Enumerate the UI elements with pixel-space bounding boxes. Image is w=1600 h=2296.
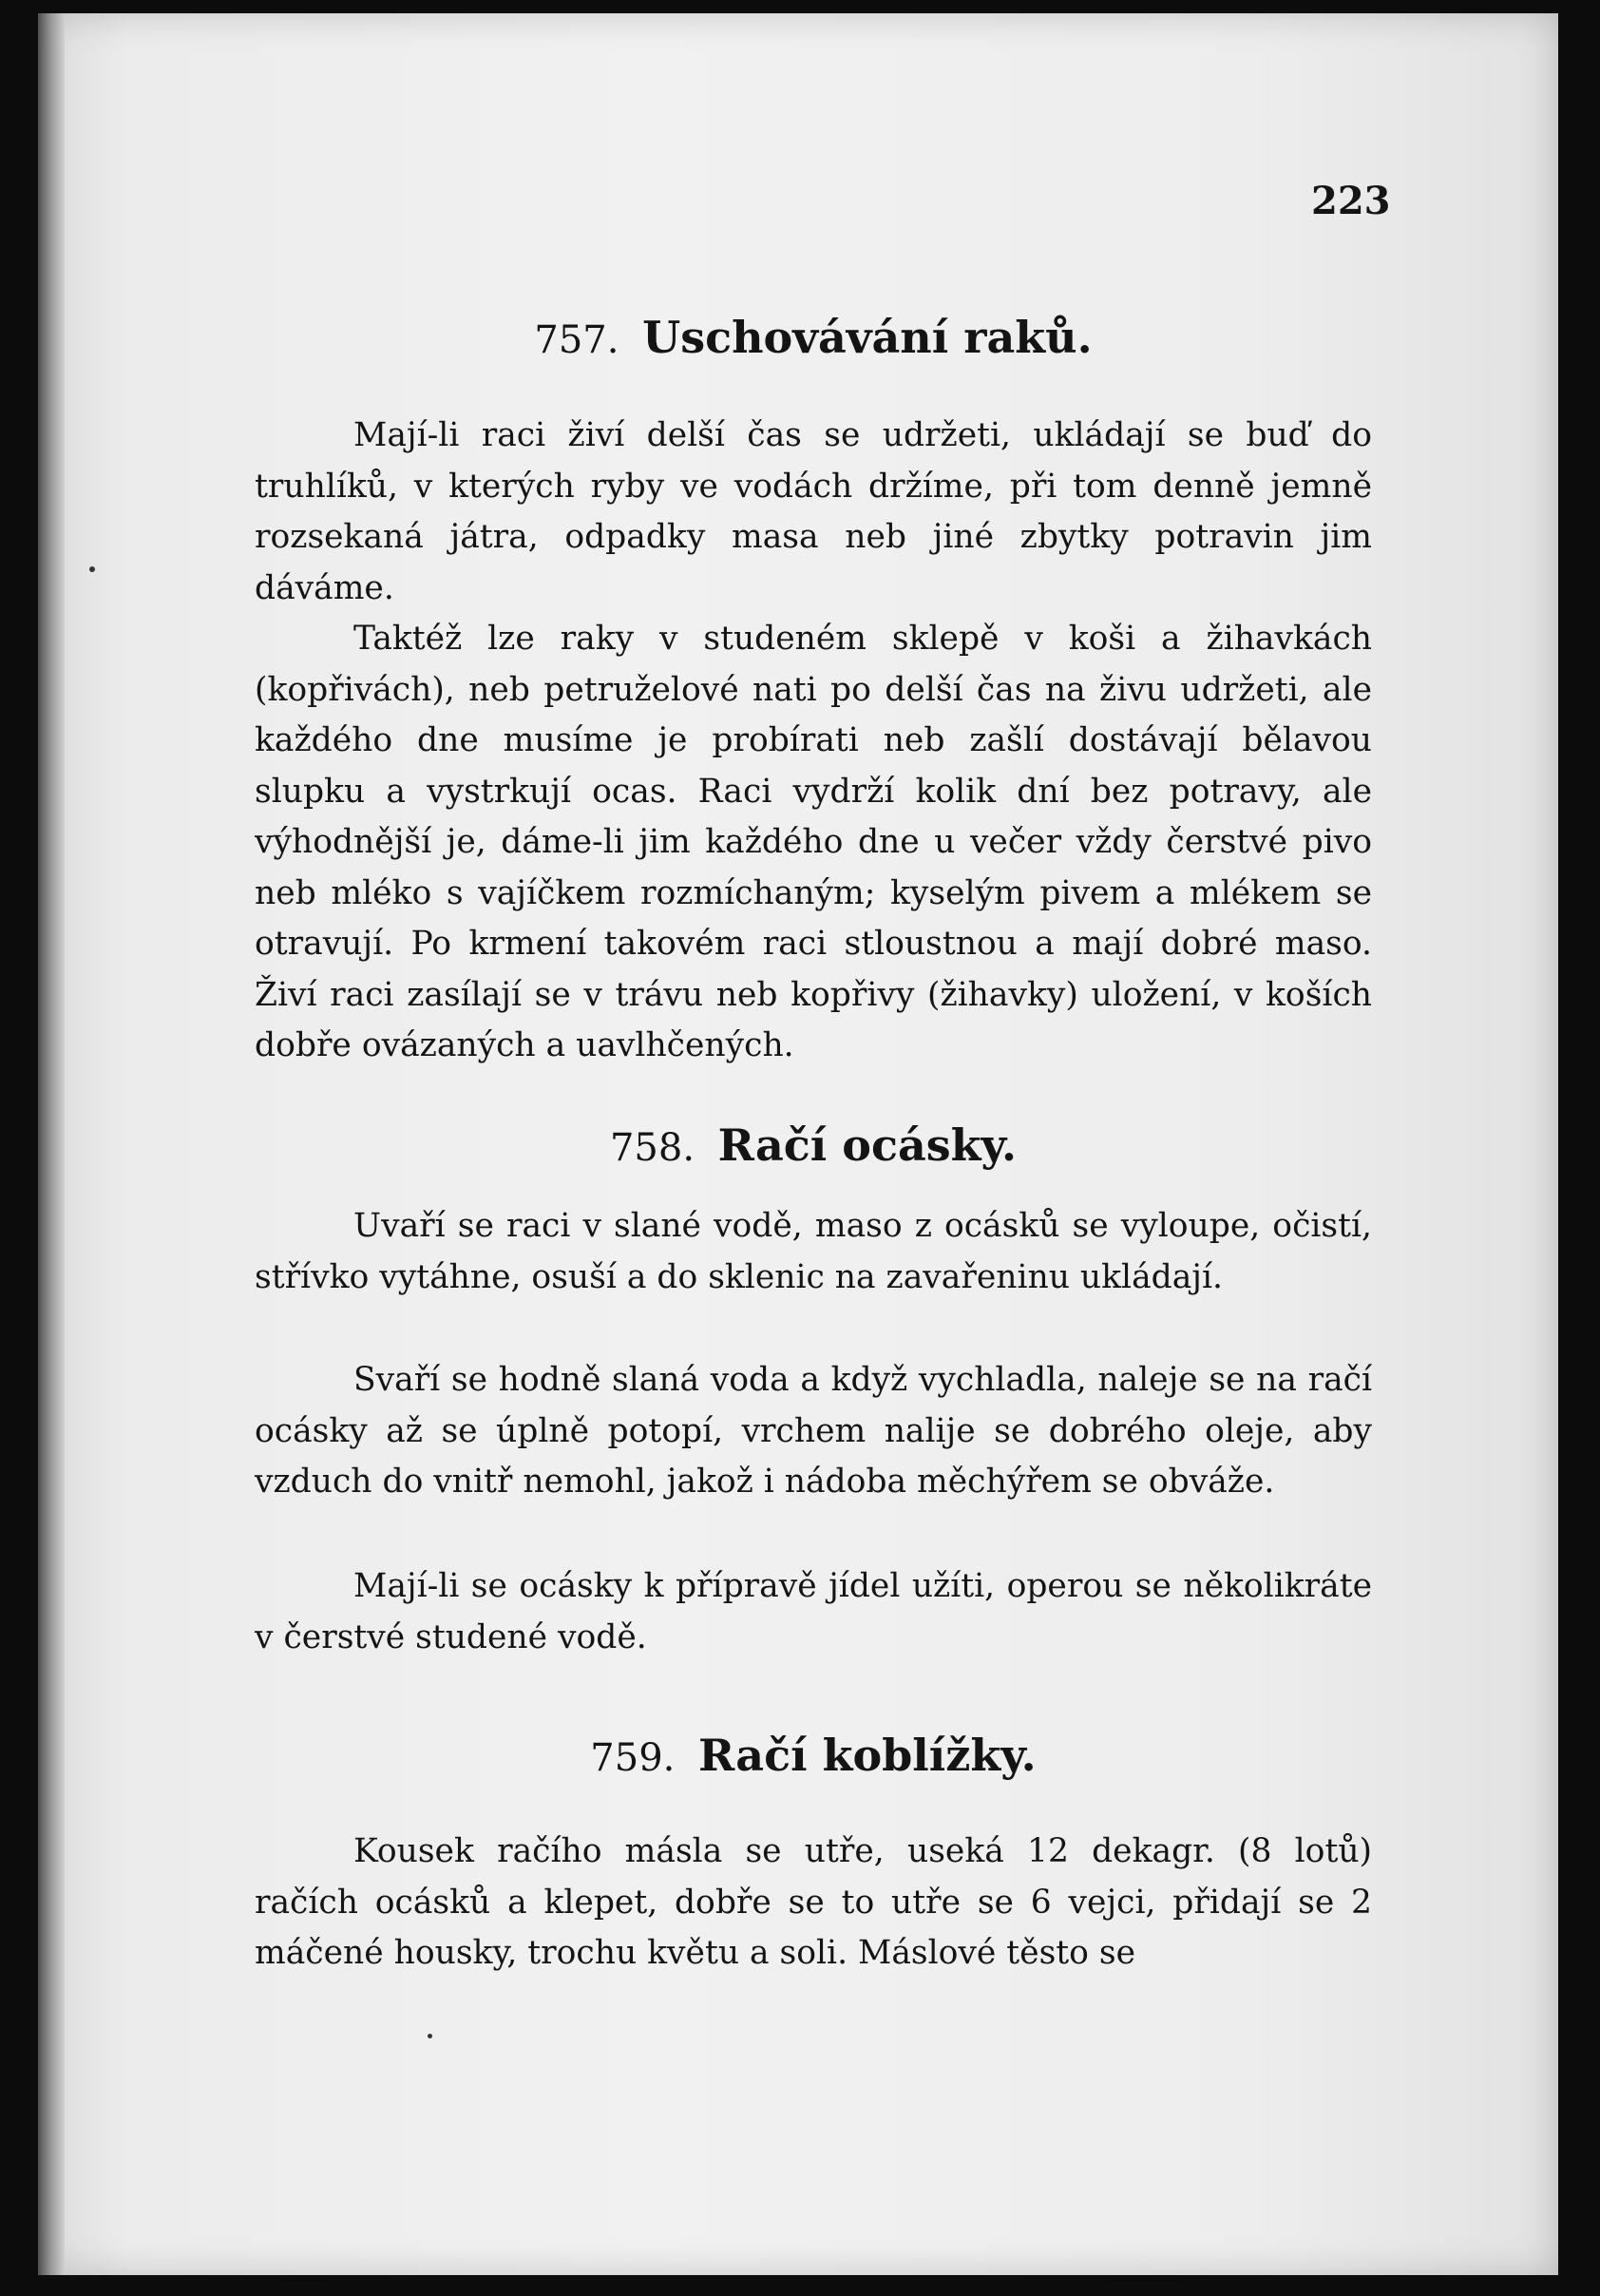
section-title: Račí ocásky. xyxy=(717,1119,1017,1171)
section-title: Uschovávání raků. xyxy=(642,312,1093,363)
paragraph: Mají-li se ocásky k přípravě jídel užíti, operou se několikráte v čerstvé studené vodě. xyxy=(255,1567,1372,1656)
section-heading xyxy=(255,1730,1372,1781)
section-number: 759. xyxy=(590,1736,676,1780)
page-number: 223 xyxy=(1311,179,1391,223)
section-number: 758. xyxy=(609,1126,695,1170)
section-number: 757. xyxy=(534,318,619,362)
section-title: Račí koblížky. xyxy=(697,1730,1037,1781)
print-speck xyxy=(428,2034,432,2038)
paragraph: Uvaří se raci v slané vodě, maso z ocásků se vyloupe, očistí, střívko vytáhne, osuší a do sklenic na zavařeninu ukládají. xyxy=(255,1207,1372,1296)
print-speck xyxy=(89,566,95,572)
paragraph: Mají-li raci živí delší čas se udržeti, ukládají se buď do truhlíků, v kterých ryby ve vodách držíme, při tom denně jemně rozsekaná játra, odpadky masa neb jiné zbytky potravin jim dáváme. xyxy=(255,416,1372,607)
section-heading xyxy=(255,312,1372,363)
paragraph: Kousek račího másla se utře, useká 12 dekagr. (8 lotů) račích ocásků a klepet, dobře se to utře se 6 vejci, přidají se 2 máčené housky, trochu květu a soli. Máslové těsto se xyxy=(255,1832,1372,1972)
page-binding-shadow xyxy=(38,13,65,2275)
paragraph: Svaří se hodně slaná voda a když vychladla, naleje se na račí ocásky až se úplně potopí, vrchem nalije se dobrého oleje, aby vzduch do vnitř nemohl, jakož i nádoba měchýřem se obváže. xyxy=(255,1361,1372,1501)
section-heading xyxy=(255,1119,1372,1171)
paragraph: Taktéž lze raky v studeném sklepě v koši a žihavkách (kopřivách), neb petruželové nati po delší čas na živu udržeti, ale každého dne musíme je probírati neb zašlí dostávají bělavou slupku a vystrkují ocas. Raci vydrží kolik dní bez potravy, ale výhodnější je, dáme-li jim každého dne u večer vždy čerstvé pivo neb mléko s vajíčkem rozmíchaným; kyselým pivem a mlékem se otravují. Po krmení takovém raci stloustnou a mají dobré maso. Živí raci zasílají se v trávu neb kopřivy (žihavky) uložení, v koších dobře ovázaných a uavlhčených. xyxy=(255,620,1372,1064)
